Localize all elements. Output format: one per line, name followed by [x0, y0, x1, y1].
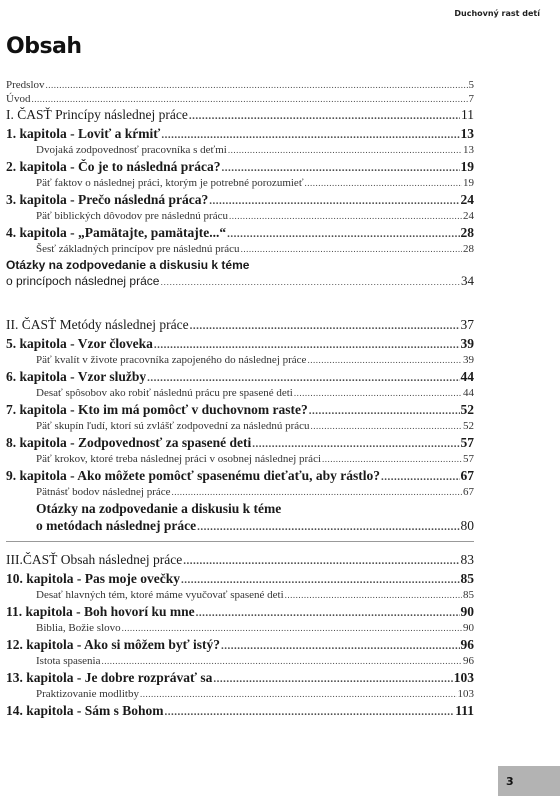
- dot-leader: [222, 160, 460, 177]
- toc-page: 96: [463, 655, 474, 667]
- toc-label: Päť skupín ľudí, ktorí sú zvlášť zodpovední za následnú prácu: [36, 420, 310, 432]
- page-number: 3: [506, 774, 514, 788]
- section-divider: [6, 541, 474, 542]
- toc-label: III.ČASŤ Obsah následnej práce: [6, 552, 183, 567]
- toc-page: 57: [463, 453, 474, 465]
- dot-leader: [307, 354, 462, 367]
- toc-page: 28: [463, 243, 474, 255]
- toc-chapter-12[interactable]: [6, 636, 474, 655]
- toc-subentry[interactable]: [6, 420, 474, 433]
- toc-chapter-1[interactable]: [6, 125, 474, 144]
- toc-label: 2. kapitola - Čo je to následná práca?: [6, 159, 221, 174]
- toc-label: Päť kvalít v živote pracovníka zapojeného do následnej práce: [36, 354, 307, 366]
- toc-chapter-14[interactable]: [6, 702, 474, 721]
- toc-entry-uvod[interactable]: [6, 92, 474, 106]
- dot-leader: [165, 704, 455, 721]
- toc-label: Dvojaká zodpovednosť pracovníka s deťmi: [36, 144, 227, 156]
- toc-chapter-8[interactable]: [6, 434, 474, 453]
- dot-leader: [181, 572, 460, 589]
- toc-chapter-11[interactable]: [6, 603, 474, 622]
- toc-subentry[interactable]: [6, 589, 474, 602]
- page-title: Obsah: [6, 34, 82, 59]
- toc-page: 90: [463, 622, 474, 634]
- dot-leader: [161, 127, 459, 144]
- toc-page: 103: [457, 688, 474, 700]
- toc-page: 39: [460, 336, 474, 351]
- dot-leader: [147, 370, 459, 387]
- dot-leader: [229, 210, 462, 223]
- running-head: Duchovný rast detí: [454, 9, 540, 18]
- toc-label: Biblia, Božie slovo: [36, 622, 121, 634]
- toc-chapter-7[interactable]: [6, 401, 474, 420]
- toc-page: 57: [460, 435, 474, 450]
- toc-page: 28: [460, 225, 474, 240]
- toc-subentry[interactable]: [6, 243, 474, 256]
- dot-leader: [311, 420, 462, 433]
- toc-page: 96: [460, 637, 474, 652]
- toc-label: 8. kapitola - Zodpovednosť za spasené deti: [6, 435, 252, 450]
- table-of-contents: [6, 78, 474, 721]
- dot-leader: [381, 469, 460, 486]
- toc-label: 12. kapitola - Ako si môžem byť istý?: [6, 637, 221, 652]
- toc-page: 39: [463, 354, 474, 366]
- toc-page: 67: [460, 468, 474, 483]
- dot-leader: [305, 177, 462, 190]
- toc-chapter-10[interactable]: [6, 570, 474, 589]
- dot-leader: [309, 403, 460, 420]
- toc-page: 103: [453, 670, 474, 685]
- toc-label: 11. kapitola - Boh hovorí ku mne: [6, 604, 195, 619]
- toc-qa-title: Otázky na zodpovedanie a diskusiu k téme: [6, 258, 250, 272]
- toc-page: 13: [460, 126, 474, 141]
- toc-label: Päť biblických dôvodov pre následnú prácu: [36, 210, 228, 222]
- toc-label: Šesť základných princípov pre následnú prácu: [36, 243, 240, 255]
- toc-qa-entry[interactable]: [6, 273, 474, 290]
- toc-entry-predslov[interactable]: [6, 78, 474, 92]
- toc-part-1[interactable]: [6, 106, 474, 125]
- toc-page: 37: [460, 317, 474, 332]
- dot-leader: [190, 318, 460, 335]
- toc-label: 4. kapitola - „Pamätajte, pamätajte...“: [6, 225, 227, 240]
- toc-subentry[interactable]: [6, 210, 474, 223]
- toc-label: o princípoch následnej práce: [6, 274, 160, 288]
- dot-leader: [228, 144, 462, 157]
- toc-part-3[interactable]: [6, 551, 474, 570]
- toc-page: 34: [461, 273, 474, 288]
- toc-page: 7: [468, 93, 474, 105]
- toc-page: 11: [461, 107, 474, 122]
- toc-page: 67: [463, 486, 474, 498]
- toc-label: I. ČASŤ Princípy následnej práce: [6, 107, 188, 122]
- dot-leader: [196, 605, 460, 622]
- toc-label: Úvod: [6, 93, 31, 105]
- page-number-tab: [498, 766, 560, 796]
- toc-chapter-9[interactable]: [6, 467, 474, 486]
- toc-label: 5. kapitola - Vzor človeka: [6, 336, 153, 351]
- dot-leader: [221, 638, 459, 655]
- toc-label: Praktizovanie modlitby: [36, 688, 139, 700]
- toc-subentry[interactable]: [6, 453, 474, 466]
- toc-label: o metódach následnej práce: [36, 518, 197, 533]
- toc-label: Desať hlavných tém, ktoré máme vyučovať spasené deti: [36, 589, 284, 601]
- toc-page: 52: [463, 420, 474, 432]
- toc-subentry[interactable]: [6, 486, 474, 499]
- dot-leader: [285, 589, 462, 602]
- toc-page: 90: [460, 604, 474, 619]
- toc-chapter-2[interactable]: [6, 158, 474, 177]
- dot-leader: [183, 553, 459, 570]
- toc-chapter-3[interactable]: [6, 191, 474, 210]
- toc-page: 19: [463, 177, 474, 189]
- section-gap: [6, 290, 474, 316]
- toc-subentry[interactable]: [6, 622, 474, 635]
- toc-page: 52: [460, 402, 474, 417]
- toc-subentry[interactable]: [6, 655, 474, 668]
- toc-qa-title: Otázky na zodpovedanie a diskusiu k téme: [36, 501, 282, 516]
- toc-qa-entry[interactable]: [6, 517, 474, 536]
- toc-label: Pätnásť bodov následnej práce: [36, 486, 171, 498]
- toc-label: Päť krokov, ktoré treba následnej práci v osobnej následnej práci: [36, 453, 322, 465]
- dot-leader: [140, 688, 457, 701]
- toc-page: 24: [460, 192, 474, 207]
- toc-page: 5: [468, 79, 474, 91]
- toc-page: 111: [455, 703, 474, 718]
- toc-label: 10. kapitola - Pas moje ovečky: [6, 571, 180, 586]
- toc-label: II. ČASŤ Metódy následnej práce: [6, 317, 189, 332]
- toc-chapter-6[interactable]: [6, 368, 474, 387]
- dot-leader: [189, 108, 460, 125]
- dot-leader: [31, 92, 467, 106]
- toc-page: 80: [460, 518, 474, 533]
- dot-leader: [122, 622, 462, 635]
- toc-label: 9. kapitola - Ako môžete pomôcť spasenému dieťaťu, aby rástlo?: [6, 468, 380, 483]
- toc-chapter-13[interactable]: [6, 669, 474, 688]
- dot-leader: [227, 226, 459, 243]
- toc-chapter-4[interactable]: [6, 224, 474, 243]
- dot-leader: [197, 519, 459, 536]
- toc-label: 1. kapitola - Loviť a kŕmiť: [6, 126, 161, 141]
- dot-leader: [213, 671, 452, 688]
- dot-leader: [241, 243, 462, 256]
- toc-subentry[interactable]: [6, 354, 474, 367]
- dot-leader: [160, 274, 460, 290]
- dot-leader: [172, 486, 462, 499]
- dot-leader: [101, 655, 462, 668]
- toc-label: Desať spôsobov ako robiť následnú prácu pre spasené deti: [36, 387, 293, 399]
- toc-label: Istota spasenia: [36, 655, 101, 667]
- dot-leader: [322, 453, 462, 466]
- toc-label: 3. kapitola - Prečo následná práca?: [6, 192, 209, 207]
- toc-subentry[interactable]: [6, 387, 474, 400]
- toc-label: 7. kapitola - Kto im má pomôcť v duchovnom raste?: [6, 402, 308, 417]
- toc-page: 44: [463, 387, 474, 399]
- dot-leader: [294, 387, 462, 400]
- toc-subentry[interactable]: [6, 177, 474, 190]
- dot-leader: [46, 78, 468, 92]
- toc-part-2[interactable]: [6, 316, 474, 335]
- toc-subentry[interactable]: [6, 144, 474, 157]
- toc-page: 83: [460, 552, 474, 567]
- toc-page: 44: [460, 369, 474, 384]
- toc-page: 19: [460, 159, 474, 174]
- dot-leader: [252, 436, 459, 453]
- toc-label: Päť faktov o následnej práci, ktorým je potrebné porozumieť: [36, 177, 304, 189]
- toc-label: Predslov: [6, 79, 45, 91]
- toc-chapter-5[interactable]: [6, 335, 474, 354]
- toc-label: 13. kapitola - Je dobre rozprávať sa: [6, 670, 213, 685]
- dot-leader: [209, 193, 459, 210]
- toc-page: 24: [463, 210, 474, 222]
- toc-label: 14. kapitola - Sám s Bohom: [6, 703, 164, 718]
- toc-page: 85: [463, 589, 474, 601]
- toc-subentry[interactable]: [6, 688, 474, 701]
- toc-label: 6. kapitola - Vzor služby: [6, 369, 147, 384]
- toc-page: 85: [460, 571, 474, 586]
- dot-leader: [154, 337, 460, 354]
- toc-page: 13: [463, 144, 474, 156]
